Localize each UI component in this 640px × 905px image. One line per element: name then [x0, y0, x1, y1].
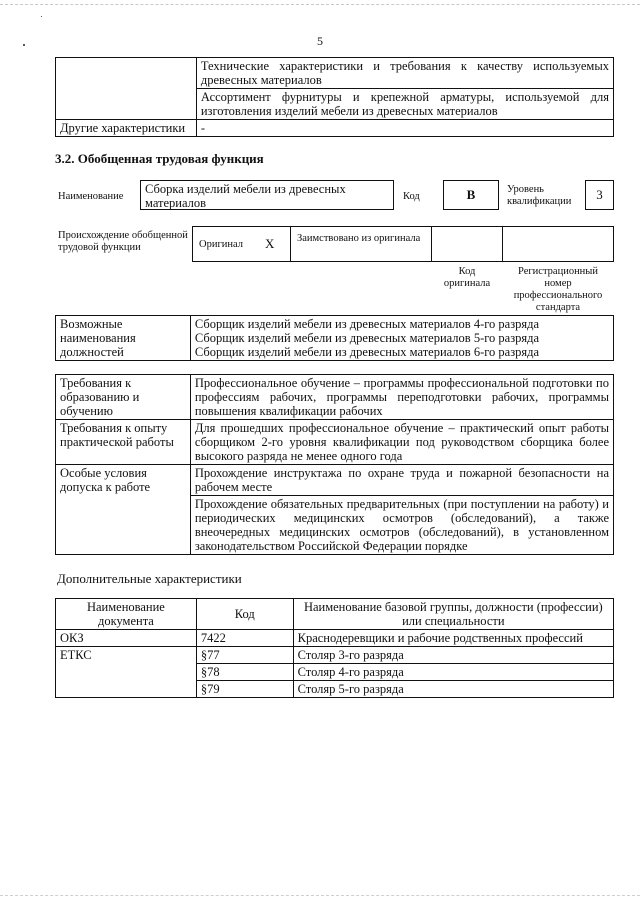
table-row — [56, 647, 614, 664]
top-table-value: Ассортимент фурнитуры и крепежной арматуры, используемой для изготовления изделий мебели из древесных материалов — [196, 89, 613, 120]
positions-table — [55, 315, 614, 361]
table-row — [56, 58, 614, 89]
name-cell: Столяр 5-го разряда — [293, 681, 613, 698]
level-box: 3 — [585, 180, 614, 210]
code-label: Код — [403, 191, 420, 202]
code-box: В — [443, 180, 499, 210]
header-code: Код — [196, 599, 293, 630]
level-label: Уровень квалификации — [507, 184, 572, 207]
name-value: Сборка изделий мебели из древесных материалов — [145, 182, 346, 210]
table-row — [56, 316, 614, 361]
registration-caption: Регистрационный номер профессионального стандарта — [513, 266, 603, 313]
table-header-row — [56, 599, 614, 630]
positions-label: Возможные наименования должностей — [56, 316, 191, 361]
table-row — [56, 120, 614, 137]
name-cell: Столяр 3-го разряда — [293, 647, 613, 664]
experience-label: Требования к опыту практической работы — [56, 420, 191, 465]
original-box — [192, 226, 291, 262]
positions-list — [190, 316, 613, 361]
requirements-table — [55, 374, 614, 555]
section-title: 3.2. Обобщенная трудовая функция — [55, 151, 264, 166]
borrowed-label: Заимствовано из оригинала — [297, 233, 421, 244]
registration-number-box — [502, 226, 614, 262]
conditions-label: Особые условия допуска к работе — [56, 465, 191, 555]
page-number: 5 — [317, 34, 323, 48]
top-table-value: Технические характеристики и требования к качеству используемых древесных материалов — [196, 58, 613, 89]
table-row — [56, 420, 614, 465]
name-box — [140, 180, 394, 210]
original-label: Оригинал — [199, 239, 243, 250]
list-item: Сборщик изделий мебели из древесных материалов 6-го разряда — [194, 345, 540, 359]
table-row — [56, 375, 614, 420]
name-label: Наименование — [58, 191, 124, 202]
table-row — [56, 630, 614, 647]
education-value: Профессиональное обучение – программы профессиональной подготовки по профессиям рабочих, программы переподготовки рабочих, программы повышения квалификации рабочих — [190, 375, 613, 420]
education-label: Требования к образованию и обучению — [56, 375, 191, 420]
top-table-label: Другие характеристики — [56, 120, 197, 137]
additional-table — [55, 598, 614, 698]
top-table-value: - — [196, 120, 613, 137]
original-code-box — [431, 226, 503, 262]
scan-top-edge — [0, 4, 640, 5]
code-cell: §78 — [196, 664, 293, 681]
doc-cell: ОКЗ — [56, 630, 197, 647]
header-name: Наименование базовой группы, должности (профессии) или специальности — [293, 599, 613, 630]
top-table-empty-label — [56, 58, 197, 120]
list-item: Сборщик изделий мебели из древесных материалов 4-го разряда — [194, 317, 540, 331]
experience-value: Для прошедших профессиональное обучение – практический опыт работы сборщиком 2-го уровня квалификации под руководством сборщика более высокого разряда не менее одного года — [190, 420, 613, 465]
origin-label: Происхождение обобщенной трудовой функции — [58, 230, 188, 253]
original-mark: X — [265, 236, 275, 251]
code-cell: §77 — [196, 647, 293, 664]
name-cell: Краснодеревщики и рабочие родственных профессий — [293, 630, 613, 647]
additional-title: Дополнительные характеристики — [57, 571, 242, 586]
conditions-value: Прохождение инструктажа по охране труда и пожарной безопасности на рабочем месте — [190, 465, 613, 496]
code-cell: 7422 — [196, 630, 293, 647]
top-table — [55, 57, 614, 137]
borrowed-box — [290, 226, 432, 262]
scan-speck — [41, 16, 42, 17]
list-item: Сборщик изделий мебели из древесных материалов 5-го разряда — [194, 331, 540, 345]
doc-cell: ЕТКС — [56, 647, 197, 698]
header-document: Наименование документа — [56, 599, 197, 630]
scan-bottom-edge — [0, 895, 640, 896]
name-cell: Столяр 4-го разряда — [293, 664, 613, 681]
code-cell: §79 — [196, 681, 293, 698]
conditions-value: Прохождение обязательных предварительных (при поступлении на работу) и периодических медицинских осмотров (обследований), а также внеочередных медицинских осмотров (обследований), в установленном законодательством Российской Федерации порядке — [190, 496, 613, 555]
table-row — [56, 465, 614, 496]
code-caption: Код оригинала — [443, 266, 491, 289]
